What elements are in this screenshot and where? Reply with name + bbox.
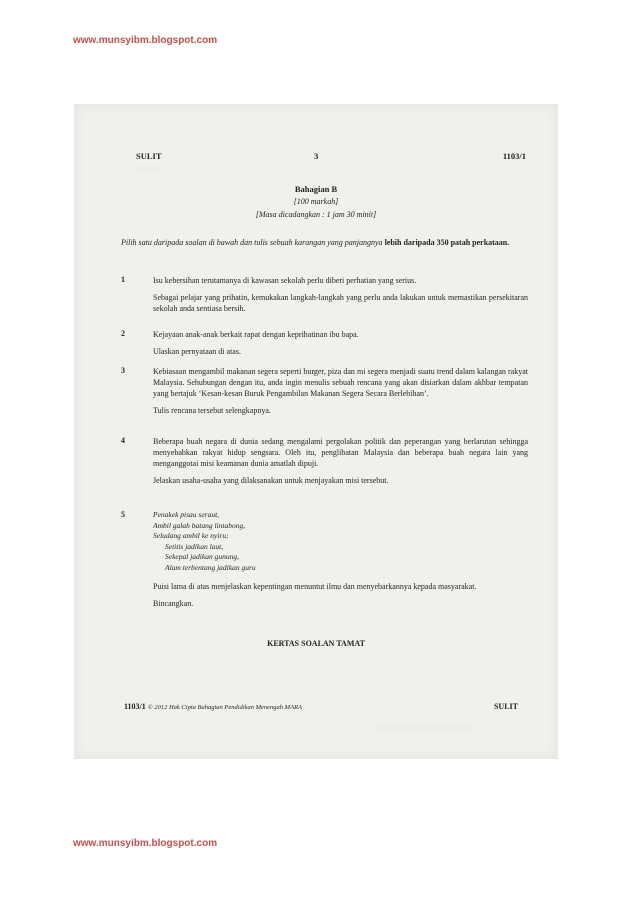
question-text: Kebiasaan mengambil makanan segera seperti burger, piza dan mi segera menjadi suatu trend dalam kalangan rakyat Malaysia. Sehubungan dengan itu, anda ingin menulis sebuah rencana yang akan disiarkan dalam akhbar tempatan yang bertajuk ‘Kesan-kesan Buruk Pengambilan Makanan Segera Secara Berlebihan’.: [153, 367, 528, 398]
end-of-paper: KERTAS SOALAN TAMAT: [267, 639, 365, 648]
header-left: SULIT: [136, 151, 162, 161]
question-task: Jelaskan usaha-usaha yang dilaksanakan untuk menjayakan misi tersebut.: [153, 476, 389, 485]
question-task: Bincangkan.: [153, 599, 194, 608]
scanned-page: [74, 104, 558, 759]
poem: [153, 510, 528, 573]
footer-left: [124, 702, 302, 713]
bleed-through-mark: ░░░░░░░░░░░░░░░░░░░░: [374, 724, 474, 732]
section-time: [Masa dicadangkan : 1 jam 30 minit]: [255, 210, 377, 219]
paper-code: 1103/1: [502, 151, 526, 161]
question-text: Beberapa buah negara di dunia sedang mengalami pergolakan politik dan peperangan yang berlarutan sehingga menyebabkan rakyat hidup sengsara. Oleh itu, penglibatan Malaysia dan beberapa buah negara lain yang menganggotai misi keamanan dunia amatlah dipuji.: [153, 437, 528, 468]
section-title: Bahagian B: [294, 184, 338, 194]
instruction-italic: Pilih satu daripada soalan di bawah dan tulis sebuah karangan yang panjangnya: [121, 238, 383, 247]
section-marks: [100 markah]: [293, 197, 339, 206]
poem-line: Alam terbentang jadikan guru: [165, 562, 256, 572]
watermark-url-top: www.munsyibm.blogspot.com: [73, 35, 218, 46]
instruction-bold: lebih daripada 350 patah perkataan.: [384, 238, 510, 247]
poem-line: Seludang ambil ke nyiru;: [153, 531, 229, 540]
footer-code: 1103/1: [124, 702, 146, 711]
question-task: Ulaskan pernyataan di atas.: [153, 347, 241, 356]
instruction: [121, 237, 531, 249]
question-task: Sebagai pelajar yang prihatin, kemukakan langkah-langkah yang perlu anda lakukan untuk memastikan persekitaran sekolah anda sentiasa bersih.: [153, 293, 528, 313]
footer-right: SULIT: [493, 702, 518, 711]
poem-line: Setitis jadikan laut,: [165, 541, 224, 551]
question-text: Isu kebersihan terutamanya di kawasan sekolah perlu diberi perhatian yang serius.: [153, 276, 417, 285]
question-number: 3: [121, 366, 125, 375]
poem-line: Ambil galah batang lintabong,: [153, 520, 246, 530]
question-text: Kejayaan anak-anak berkait rapat dengan keprihatinan ibu bapa.: [153, 330, 359, 339]
bleed-through-mark: ░░░░░: [134, 166, 159, 174]
poem-line: Penakek pisau seraut,: [153, 510, 220, 519]
question-text: Puisi lama di atas menjelaskan kepentingan menuntut ilmu dan menyebarkannya kepada masyarakat.: [153, 582, 477, 591]
watermark-url-bottom: www.munsyibm.blogspot.com: [73, 838, 218, 849]
question-task: Tulis rencana tersebut selengkapnya.: [153, 406, 271, 415]
question-number: 5: [121, 510, 125, 519]
question-number: 4: [121, 436, 125, 445]
page-number: 3: [314, 151, 319, 161]
question-number: 2: [121, 329, 125, 338]
poem-line: Sekepal jadikan gunung,: [165, 552, 239, 561]
question-number: 1: [121, 275, 125, 284]
footer-copyright: © 2012 Hak Cipta Bahagian Pendidikan Menengah MARA: [147, 704, 303, 711]
